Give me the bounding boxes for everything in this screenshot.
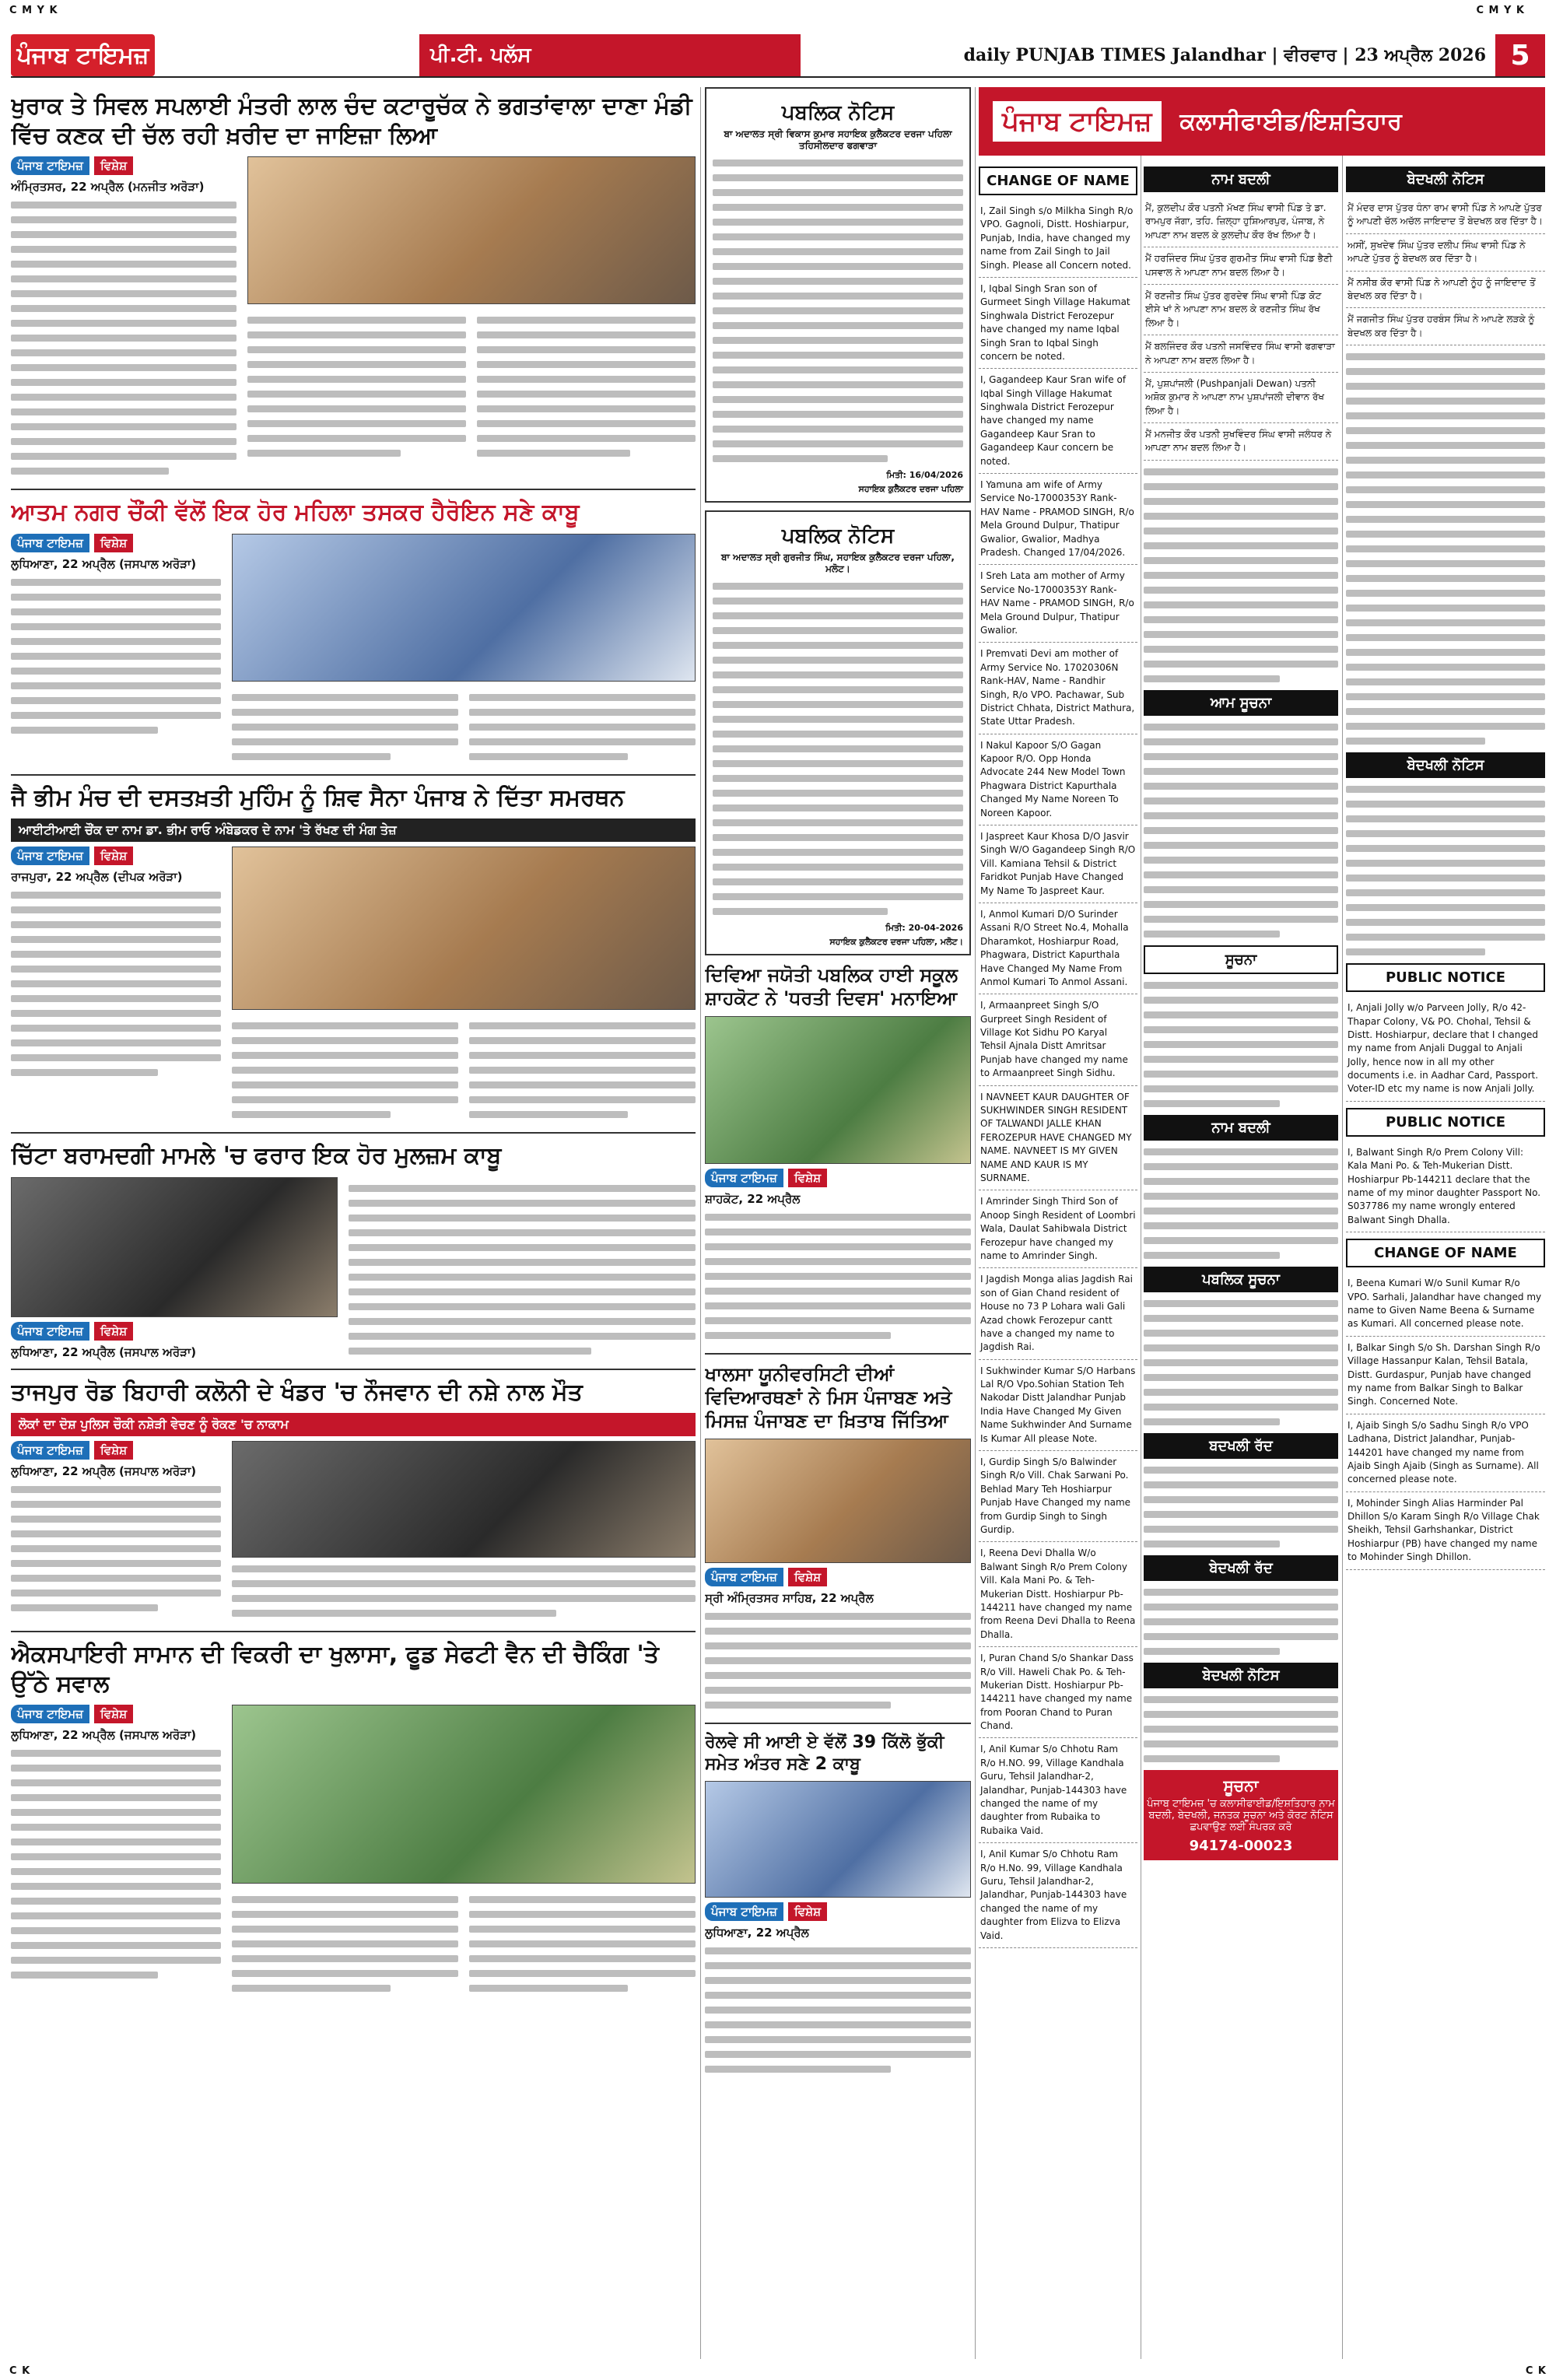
notice-court: ਬਾ ਅਦਾਲਤ ਸ੍ਰੀ ਗੁਰਜੀਤ ਸਿੰਘ, ਸਹਾਇਕ ਕੁਲੈਕਟਰ ਦਰਜਾ ਪਹਿਲਾ, ਮਲੋਟ। [721,552,955,574]
tag-type: ਵਿਸ਼ੇਸ਼ [788,1568,827,1586]
category-header: ਪਬਲਿਕ ਸੂਚਨਾ [1144,1267,1338,1292]
tag-brand: ਪੰਜਾਬ ਟਾਇਮਜ਼ [11,534,89,552]
classified-ad: ਮੈਂ ਮਨਜੀਤ ਕੌਰ ਪਤਨੀ ਸੁਖਵਿੰਦਰ ਸਿੰਘ ਵਾਸੀ ਜਲੰਧਰ ਨੇ ਆਪਣਾ ਨਾਮ ਬਦਲ ਲਿਆ ਹੈ। [1144,423,1338,461]
news-column-main [11,87,696,2359]
story-dateline: ਲੁਧਿਆਣਾ, 22 ਅਪ੍ਰੈਲ (ਜਸਪਾਲ ਅਰੋੜਾ) [11,556,197,571]
story-photo [232,846,696,1010]
category-header: ਬੇਦਖਲੀ ਨੋਟਿਸ [1346,166,1545,192]
notice-date: ਮਿਤੀ: 20-04-2026 [885,923,963,933]
classified-ad: I, Armaanpreet Singh S/O Gurpreet Singh Resident of Village Kot Sidhu PO Karyal Tehsil Ajnala Distt Amritsar Punjab have changed my name to Armaanpreet Singh Sidhu. [979,994,1137,1085]
edition-dateline: daily PUNJAB TIMES Jalandhar | ਵੀਰਵਾਰ | 23 ਅਪ੍ਰੈਲ 2026 [963,45,1486,65]
story-jai-bhim [11,783,696,1134]
tag-brand: ਪੰਜਾਬ ਟਾਇਮਜ਼ [705,1169,783,1187]
story-khalsa-university [705,1362,971,1724]
classified-ad: I Premvati Devi am mother of Army Service No. 17020306N Rank-HAV, Name - Randhir Singh, R/o VPO. Pachawar, Sub District Chhata, District Mathura, State Uttar Pradesh. [979,643,1137,734]
story-dateline: ਅੰਮ੍ਰਿਤਸਰ, 22 ਅਪ੍ਰੈਲ (ਮਨਜੀਤ ਅਰੋੜਾ) [11,180,205,194]
notice-title: ਪਬਲਿਕ ਨੋਟਿਸ [781,101,895,124]
print-registration-mark: C K [1525,2365,1547,2377]
tag-type: ਵਿਸ਼ੇਸ਼ [94,156,133,175]
news-column-secondary [705,87,971,2359]
tag-brand: ਪੰਜਾਬ ਟਾਇਮਜ਼ [11,1705,89,1723]
story-dateline: ਸ੍ਰੀ ਅੰਮ੍ਰਿਤਸਰ ਸਾਹਿਬ, 22 ਅਪ੍ਰੈਲ [705,1591,874,1605]
story-dateline: ਸ਼ਾਹਕੋਟ, 22 ਅਪ੍ਰੈਲ [705,1192,801,1206]
print-registration-mark: C M Y K [9,5,58,16]
tag-type: ਵਿਸ਼ੇਸ਼ [94,846,133,865]
story-tag [705,1568,827,1586]
story-grain-procurement [11,92,696,490]
story-tag [705,1902,827,1921]
story-tajpur-death [11,1378,696,1633]
classified-ad: ਮੈਂ ਨਸੀਬ ਕੌਰ ਵਾਸੀ ਪਿੰਡ ਨੇ ਆਪਣੀ ਨੂੰਹ ਨੂੰ ਜਾਇਦਾਦ ਤੋਂ ਬੇਦਖਲ ਕਰ ਦਿੱਤਾ ਹੈ। [1346,272,1545,309]
category-header: ਨਾਮ ਬਦਲੀ [1144,166,1338,192]
classified-list [979,200,1137,1948]
category-header: ਆਮ ਸੂਚਨਾ [1144,690,1338,716]
story-headline: ਚਿੱਟਾ ਬਰਾਮਦਗੀ ਮਾਮਲੇ 'ਚ ਫਰਾਰ ਇਕ ਹੋਰ ਮੁਲਜ਼ਮ ਕਾਬੂ [11,1142,502,1169]
contact-text: ਪੰਜਾਬ ਟਾਇਮਜ਼ 'ਚ ਕਲਾਸੀਫਾਈਡ/ਇਸ਼ਤਿਹਾਰ ਨਾਮ ਬਦਲੀ, ਬੇਦਖਲੀ, ਜਨਤਕ ਸੂਚਨਾ ਅਤੇ ਕੋਰਟ ਨੋਟਿਸ ਛਪਵਾਉਣ ਲਈ ਸੰਪਰਕ ਕਰੋ [1147,1797,1335,1833]
classified-ad: I, Anjali Jolly w/o Parveen Jolly, R/o 42-Thapar Colony, V& PO. Chohal, Tehsil & Distt. Hoshiarpur, declare that I changed my name from Anjali Duggal to Anjali Jolly, hence now in all my other documents i.e. in Aadhar Card, Passport. Voter-ID etc my name is now Anjali Jolly. [1346,997,1545,1102]
category-header: ਬੇਦਖਲੀ ਨੋਟਿਸ [1144,1663,1338,1688]
story-railway-cia [705,1732,971,2087]
story-kicker: ਲੋਕਾਂ ਦਾ ਦੋਸ਼ ਪੁਲਿਸ ਚੌਕੀ ਨਸ਼ੇੜੀ ਵੇਚਣ ਨੂੰ ਰੋਕਣ 'ਚ ਨਾਕਾਮ [11,1413,696,1436]
story-photo [705,1439,971,1563]
tag-brand: ਪੰਜਾਬ ਟਾਇਮਜ਼ [11,846,89,865]
story-photo [232,1705,696,1884]
story-heroin-arrest [11,498,696,776]
classified-ad: I, Anil Kumar S/o Chhotu Ram R/o H.NO. 99, Village Kandhala Guru, Tehsil Jalandhar-2, Jalandhar, Punjab-144303 have changed the name of my daughter from Rubaika to Rubaika Vaid. [979,1738,1137,1843]
story-photo [247,156,696,304]
tag-brand: ਪੰਜਾਬ ਟਾਇਮਜ਼ [705,1568,783,1586]
story-headline: ਰੇਲਵੇ ਸੀ ਆਈ ਏ ਵੱਲੋਂ 39 ਕਿੱਲੋ ਭੁੱਕੀ ਸਮੇਤ ਅੰਤਰ ਸਣੇ 2 ਕਾਬੂ [705,1733,944,1774]
story-photo [11,1177,338,1317]
page-number: 5 [1495,34,1545,76]
classified-ad: ਮੈਂ ਬਲਜਿੰਦਰ ਕੌਰ ਪਤਨੀ ਜਸਵਿੰਦਰ ਸਿੰਘ ਵਾਸੀ ਫਗਵਾੜਾ ਨੇ ਆਪਣਾ ਨਾਮ ਬਦਲ ਲਿਆ ਹੈ। [1144,335,1338,373]
story-headline: ਐਕਸਪਾਇਰੀ ਸਾਮਾਨ ਦੀ ਵਿਕਰੀ ਦਾ ਖੁਲਾਸਾ, ਫੂਡ ਸੇਫਟੀ ਵੈਨ ਦੀ ਚੈਕਿੰਗ 'ਤੇ ਉੱਠੇ ਸਵਾਲ [11,1641,659,1698]
classified-ad: I Sreh Lata am mother of Army Service No-17000353Y Rank-HAV Name - PRAMOD SINGH, R/o Mela Ground Dulpur, Thatipur Gwalior. [979,565,1137,643]
tag-brand: ਪੰਜਾਬ ਟਾਇਮਜ਼ [11,156,89,175]
section-title: ਪੀ.ਟੀ. ਪਲੱਸ [419,34,801,76]
story-photo [705,1016,971,1164]
classified-ad: I Jagdish Monga alias Jagdish Rai son of Gian Chand resident of House no 73 P Lohara wali Gali Azad chowk Ferozepur cantt have a changed my name to Jagdish Rai. [979,1268,1137,1359]
category-header: CHANGE OF NAME [979,166,1137,195]
story-headline: ਤਾਜਪੁਰ ਰੋਡ ਬਿਹਾਰੀ ਕਲੋਨੀ ਦੇ ਖੰਡਰ 'ਚ ਨੌਜਵਾਨ ਦੀ ਨਸ਼ੇ ਨਾਲ ਮੌਤ [11,1378,583,1406]
classified-ad: I Sukhwinder Kumar S/O Harbans Lal R/O Vpo.Sohian Station Teh Nakodar Distt Jalandhar Punjab India Have Changed My Given Name Sukhwinder And Surname Is Kumar All please Note. [979,1360,1137,1451]
category-header: ਬੇਦਖਲੀ ਨੋਟਿਸ [1346,752,1545,778]
tag-type: ਵਿਸ਼ੇਸ਼ [94,534,133,552]
tag-type: ਵਿਸ਼ੇਸ਼ [94,1322,133,1341]
classified-ad: ਮੈਂ ਜਗਜੀਤ ਸਿੰਘ ਪੁੱਤਰ ਹਰਬੰਸ ਸਿੰਘ ਨੇ ਆਪਣੇ ਲੜਕੇ ਨੂੰ ਬੇਦਖਲ ਕਰ ਦਿੱਤਾ ਹੈ। [1346,308,1545,345]
tag-brand: ਪੰਜਾਬ ਟਾਇਮਜ਼ [705,1902,783,1921]
classified-ad: I, Beena Kumari W/o Sunil Kumar R/o VPO. Sarhali, Jalandhar have changed my name to Given Name Beena & Surname as Kumari. All concerned please note. [1346,1272,1545,1337]
story-photo [705,1781,971,1898]
story-dateline: ਲੁਧਿਆਣਾ, 22 ਅਪ੍ਰੈਲ (ਜਸਪਾਲ ਅਰੋੜਾ) [11,1464,197,1478]
public-notice [705,87,971,503]
classified-ad: I, Ajaib Singh S/o Sadhu Singh R/o VPO Ladhana, District Jalandhar, Punjab-144201 have changed my name from Ajaib Singh Ajaib (Singh as Surname). All concerned please note. [1346,1414,1545,1492]
category-header: ਨਾਮ ਬਦਲੀ [1144,1115,1338,1141]
classified-ad: I Yamuna am wife of Army Service No-17000353Y Rank-HAV Name - PRAMOD SINGH, R/o Mela Ground Dulpur, Thatipur Gwalior, Gwalior, Madhya Pradesh. Changed 17/04/2026. [979,474,1137,565]
story-photo [232,534,696,682]
story-headline: ਖੁਰਾਕ ਤੇ ਸਿਵਲ ਸਪਲਾਈ ਮੰਤਰੀ ਲਾਲ ਚੰਦ ਕਟਾਰੂਚੱਕ ਨੇ ਭਗਤਾਂਵਾਲਾ ਦਾਣਾ ਮੰਡੀ ਵਿੱਚ ਕਣਕ ਦੀ ਚੱਲ ਰਹੀ ਖ਼ਰੀਦ ਦਾ ਜਾਇਜ਼ਾ ਲਿਆ [11,93,692,149]
story-dateline: ਰਾਜਪੁਰਾ, 22 ਅਪ੍ਰੈਲ (ਦੀਪਕ ਅਰੋੜਾ) [11,870,183,884]
story-tag [11,534,133,552]
newspaper-logo: ਪੰਜਾਬ ਟਾਇਮਜ਼ [11,34,155,76]
classified-logo: ਪੰਜਾਬ ਟਾਇਮਜ਼ [993,101,1162,142]
classified-ad: I, Reena Devi Dhalla W/o Balwant Singh R/o Prem Colony Vill. Kala Mani Po. & Teh-Mukerian Distt. Hoshiarpur Pb-144211 have changed my name from Reena Devi Dhalla to Reena Dhalla. [979,1542,1137,1647]
story-expired-goods [11,1640,696,2006]
classified-ad: ਮੈਂ, ਕੁਲਦੀਪ ਕੌਰ ਪਤਨੀ ਮੱਖਣ ਸਿੰਘ ਵਾਸੀ ਪਿੰਡ ਤੇ ਡਾ. ਰਾਮਪੁਰ ਜੱਗਾ, ਤਹਿ. ਜ਼ਿਲ੍ਹਾ ਹੁਸ਼ਿਆਰਪੁਰ, ਪੰਜਾਬ, ਨੇ ਆਪਣਾ ਨਾਮ ਬਦਲ ਕੇ ਕੁਲਦੀਪ ਕੌਰ ਰੱਖ ਲਿਆ ਹੈ। [1144,197,1338,247]
tag-type: ਵਿਸ਼ੇਸ਼ [94,1705,133,1723]
classified-ad: I NAVNEET KAUR DAUGHTER OF SUKHWINDER SINGH RESIDENT OF TALWANDI JALLE KHAN FEROZEPUR HAVE CHANGED MY NAME. NAVNEET IS MY GIVEN NAME AND KAUR IS MY SURNAME. [979,1086,1137,1191]
classified-ad: ਮੈਂ, ਪੁਸ਼ਪਾਂਜਲੀ (Pushpanjali Dewan) ਪਤਨੀ ਅਸ਼ੋਕ ਕੁਮਾਰ ਨੇ ਆਪਣਾ ਨਾਮ ਪੁਸ਼ਪਾਂਜਲੀ ਦੀਵਾਨ ਰੱਖ ਲਿਆ ਹੈ। [1144,373,1338,423]
classified-title: ਕਲਾਸੀਫਾਈਡ/ਇਸ਼ਤਿਹਾਰ [1179,107,1402,135]
classified-ad: ਮੈਂ ਮੰਦਰ ਦਾਸ ਪੁੱਤਰ ਧੰਨਾ ਰਾਮ ਵਾਸੀ ਪਿੰਡ ਨੇ ਆਪਣੇ ਪੁੱਤਰ ਨੂੰ ਆਪਣੀ ਚੱਲ ਅਚੱਲ ਜਾਇਦਾਦ ਤੋਂ ਬੇਦਖਲ ਕਰ ਦਿੱਤਾ ਹੈ। [1346,197,1545,234]
story-tag [11,846,133,865]
notice-court: ਬਾ ਅਦਾਲਤ ਸ੍ਰੀ ਵਿਕਾਸ ਕੁਮਾਰ ਸਹਾਇਕ ਕੁਲੈਕਟਰ ਦਰਜਾ ਪਹਿਲਾ ਤਹਿਸੀਲਦਾਰ ਫਗਵਾੜਾ [724,128,952,151]
tag-brand: ਪੰਜਾਬ ਟਾਇਮਜ਼ [11,1441,89,1460]
classified-ad: I Amrinder Singh Third Son of Anoop Singh Resident of Loombri Wala, Daulat Sahibwala District Ferozepur have changed my name to Amrinder Singh. [979,1190,1137,1268]
classified-ad: I, Iqbal Singh Sran son of Gurmeet Singh Village Hakumat Singhwala District Ferozepur have changed my name Iqbal Singh Sran to Iqbal Singh concern be noted. [979,278,1137,369]
masthead [11,34,1545,78]
story-chitta-arrest [11,1141,696,1370]
story-dateline: ਲੁਧਿਆਣਾ, 22 ਅਪ੍ਰੈਲ (ਜਸਪਾਲ ਅਰੋੜਾ) [11,1344,197,1359]
category-header: ਬੇਦਖਲੀ ਰੱਦ [1144,1555,1338,1581]
classified-column-punjabi [1144,160,1338,2359]
classified-ad: I Jaspreet Kaur Khosa D/O Jasvir Singh W/O Gagandeep Singh R/O Vill. Kamiana Tehsil & District Faridkot Punjab Have Changed My Name To Jaspreet Kaur. [979,825,1137,903]
category-header: ਸੂਚਨਾ [1144,945,1338,974]
public-notice [705,510,971,955]
story-tag [11,1441,133,1460]
classified-ad: I, Puran Chand S/o Shankar Dass R/o Vill. Haweli Chak Po. & Teh-Mukerian Distt. Hoshiarpur Pb-144211 have changed my name from Pooran Chand to Puran Chand. [979,1647,1137,1738]
story-photo [232,1441,696,1558]
classified-ad: ਮੈਂ ਹਰਜਿੰਦਰ ਸਿੰਘ ਪੁੱਤਰ ਗੁਰਮੀਤ ਸਿੰਘ ਵਾਸੀ ਪਿੰਡ ਭੈਣੀ ਪਸਵਾਲ ਨੇ ਆਪਣਾ ਨਾਮ ਬਦਲ ਲਿਆ ਹੈ। [1144,247,1338,285]
story-dateline: ਲੁਧਿਆਣਾ, 22 ਅਪ੍ਰੈਲ [705,1926,809,1940]
notice-signature: ਸਹਾਇਕ ਕੁਲੈਕਟਰ ਦਰਜਾ ਪਹਿਲਾ [858,484,963,494]
contact-phone[interactable]: 94174-00023 [1189,1837,1293,1854]
classified-ad: I, Balkar Singh S/o Sh. Darshan Singh R/o Village Hassanpur Kalan, Tehsil Batala, Distt. Gurdaspur, Punjab have changed my name from Balkar Singh to Balkar Singh. Concerned Note. [1346,1337,1545,1414]
notice-title: ਪਬਲਿਕ ਨੋਟਿਸ [781,524,895,548]
story-tag [11,1705,133,1723]
print-registration-mark: C K [9,2365,31,2377]
classified-ad: I, Anmol Kumari D/O Surinder Assani R/O Street No.4, Mohalla Dharamkot, Hoshiarpur Road, Phagwara, District Kapurthala Have Changed My Name From Anmol Kumari To Anmol Assani. [979,903,1137,994]
print-registration-mark: C M Y K [1476,5,1525,16]
category-header: PUBLIC NOTICE [1346,963,1545,992]
category-header: PUBLIC NOTICE [1346,1108,1545,1137]
classified-ad: I, Gagandeep Kaur Sran wife of Iqbal Singh Village Hakumat Singhwala District Ferozepur have changed my name Gagandeep Kaur Sran to Gagandeep Kaur concern be noted. [979,369,1137,474]
story-dateline: ਲੁਧਿਆਣਾ, 22 ਅਪ੍ਰੈਲ (ਜਸਪਾਲ ਅਰੋੜਾ) [11,1728,197,1742]
classified-contact-box [1144,1770,1338,1860]
classified-banner [979,87,1545,156]
classified-ad: I, Balwant Singh R/o Prem Colony Vill: Kala Mani Po. & Teh-Mukerian Distt. Hoshiarpur Pb-144211 declare that the name of my minor daughter Passport No. S037786 my name wrongly entered Balwant Singh Dhalla. [1346,1141,1545,1232]
classified-column-notices [1346,160,1545,2359]
tag-type: ਵਿਸ਼ੇਸ਼ [94,1441,133,1460]
classified-ad: I Nakul Kapoor S/O Gagan Kapoor R/O. Opp Honda Advocate 244 New Model Town Phagwara District Kapurthala Changed My Name Noreen To Noreen Kapoor. [979,734,1137,825]
story-headline: ਦਿਵਿਆ ਜਯੋਤੀ ਪਬਲਿਕ ਹਾਈ ਸਕੂਲ ਸ਼ਾਹਕੋਟ ਨੇ 'ਧਰਤੀ ਦਿਵਸ' ਮਨਾਇਆ [705,964,958,1009]
classified-ad: I, Gurdip Singh S/o Balwinder Singh R/o Vill. Chak Sarwani Po. Behlad Mary Teh Hoshiarpur Punjab Have Changed my name from Gurdip Singh to Singh Gurdip. [979,1451,1137,1542]
notice-date: ਮਿਤੀ: 16/04/2026 [886,470,963,480]
tag-type: ਵਿਸ਼ੇਸ਼ [788,1902,827,1921]
category-header: CHANGE OF NAME [1346,1239,1545,1267]
classified-ad: I, Mohinder Singh Alias Harminder Pal Dhillon S/o Karam Singh R/o Village Chak Sheikh, Tehsil Garhshankar, District Hoshiarpur (PB) have changed my name to Mohinder Singh Dhillon. [1346,1492,1545,1570]
story-headline: ਜੈ ਭੀਮ ਮੰਚ ਦੀ ਦਸਤਖ਼ਤੀ ਮੁਹਿੰਮ ਨੂੰ ਸ਼ਿਵ ਸੈਨਾ ਪੰਜਾਬ ਨੇ ਦਿੱਤਾ ਸਮਰਥਨ [11,783,625,811]
notice-signature: ਸਹਾਇਕ ਕੁਲੈਕਟਰ ਦਰਜਾ ਪਹਿਲਾ, ਮਲੋਟ। [829,937,963,947]
tag-type: ਵਿਸ਼ੇਸ਼ [788,1169,827,1187]
story-headline: ਆਤਮ ਨਗਰ ਚੌਂਕੀ ਵੱਲੋਂ ਇਕ ਹੋਰ ਮਹਿਲਾ ਤਸਕਰ ਹੈਰੋਇਨ ਸਣੇ ਕਾਬੂ [11,499,580,526]
classified-ad: I, Zail Singh s/o Milkha Singh R/o VPO. Gagnoli, Distt. Hoshiarpur, Punjab, India, have changed my name from Zail Singh to Jail Singh. Please all Concern noted. [979,200,1137,278]
story-tag [11,156,133,175]
story-kicker: ਆਈਟੀਆਈ ਚੌਂਕ ਦਾ ਨਾਮ ਡਾ. ਭੀਮ ਰਾਓ ਅੰਬੇਡਕਰ ਦੇ ਨਾਮ 'ਤੇ ਰੱਖਣ ਦੀ ਮੰਗ ਤੇਜ਼ [11,818,696,842]
contact-title: ਸੂਚਨਾ [1223,1775,1259,1795]
story-headline: ਖਾਲਸਾ ਯੂਨੀਵਰਸਿਟੀ ਦੀਆਂ ਵਿਦਿਆਰਥਣਾਂ ਨੇ ਮਿਸ ਪੰਜਾਬਣ ਅਤੇ ਮਿਸਜ਼ ਪੰਜਾਬਣ ਦਾ ਖ਼ਿਤਾਬ ਜਿੱਤਿਆ [705,1363,952,1432]
classified-ad: ਅਸੀਂ, ਸੁਖਦੇਵ ਸਿੰਘ ਪੁੱਤਰ ਦਲੀਪ ਸਿੰਘ ਵਾਸੀ ਪਿੰਡ ਨੇ ਆਪਣੇ ਪੁੱਤਰ ਨੂੰ ਬੇਦਖਲ ਕਰ ਦਿੱਤਾ ਹੈ। [1346,234,1545,272]
classified-ad: ਮੈਂ ਰਣਜੀਤ ਸਿੰਘ ਪੁੱਤਰ ਗੁਰਦੇਵ ਸਿੰਘ ਵਾਸੀ ਪਿੰਡ ਕੋਟ ਈਸੇ ਖਾਂ ਨੇ ਆਪਣਾ ਨਾਮ ਬਦਲ ਕੇ ਰਣਜੀਤ ਸਿੰਘ ਰੱਖ ਲਿਆ ਹੈ। [1144,285,1338,335]
classified-ad: I, Anil Kumar S/o Chhotu Ram R/o H.No. 99, Village Kandhala Guru, Tehsil Jalandhar-2, Jalandhar, Punjab-144303 have changed the name of my daughter from Elizva to Elizva Vaid. [979,1843,1137,1948]
story-earth-day [705,963,971,1355]
classified-column-english [979,160,1137,2359]
category-header: ਬਦਖਲੀ ਰੱਦ [1144,1433,1338,1459]
story-tag [705,1169,827,1187]
tag-brand: ਪੰਜਾਬ ਟਾਇਮਜ਼ [11,1322,89,1341]
story-tag [11,1322,133,1341]
